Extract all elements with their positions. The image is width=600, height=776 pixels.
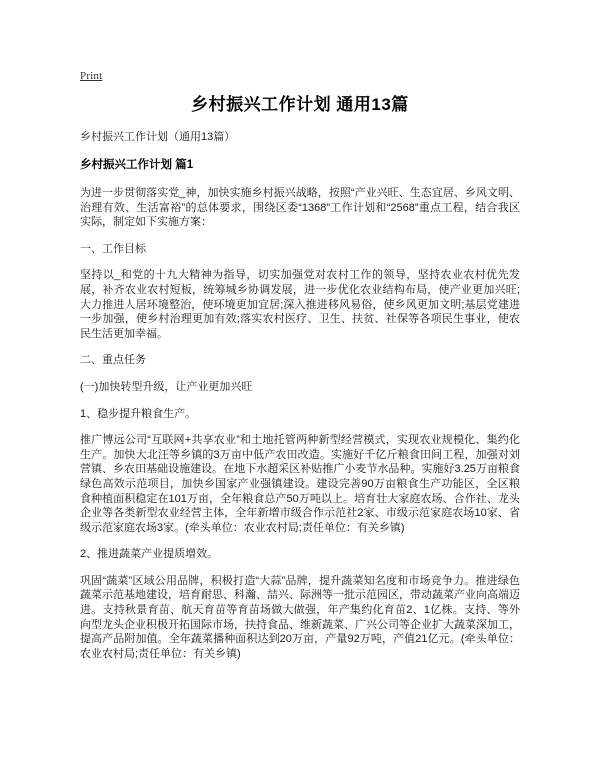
- paragraph-intro: 为进一步贯彻落实党_神，加快实施乡村振兴战略，按照“产业兴旺、生态宜居、乡风文明、治理有效、生活富裕”的总体要求，围绕区委“1368”工作计划和“2568”重点工程，结合我区实际，制定如下实施方案：: [80, 187, 520, 229]
- document-body: [80, 93, 520, 673]
- paragraph-item-two-body: 巩固“蔬菜”区域公用品牌，积极打造“大蒜”品牌，提升蔬菜知名度和市场竞争力。推进绿色蔬菜示范基地建设，培育耐思、科瀚、喆兴、际洲等一批示范园区，带动蔬菜产业向高端迈进。支持秋景育苗、航天育苗等育苗场做大做强，年产集约化育苗2、1亿株。支持、等外向型龙头企业积极开拓国际市场，扶持食品、维新蔬菜、广兴公司等企业扩大蔬菜深加工，提高产品附加值。全年蔬菜播种面积达到20万亩，产量92万吨，产值21亿元。(牵头单位：农业农村局;责任单位：有关乡镇): [80, 574, 520, 660]
- paragraph-item-one-body: 推广博远公司“互联网+共享农业”和土地托管两种新型经营模式，实现农业规模化、集约化生产。加快大北汪等乡镇的3万亩中低产农田改造。实施好千亿斤粮食田间工程，加强对刘营镇、乡农田基础设施建设。在地下水超采区补贴推广小麦节水品种。实施好3.25万亩粮食绿色高效示范项目，加快乡国家产业强镇建设。建设完善90万亩粮食生产功能区，全区粮食种植面积稳定在101万亩，全年粮食总产50万吨以上。培育壮大家庭农场、合作社、龙头企业等各类新型农业经营主体，全年新增市级合作示范社2家、市级示范家庭农场10家、省级示范家庭农场3家。(牵头单位：农业农村局;责任单位：有关乡镇): [80, 434, 520, 534]
- paragraph-subsection-one: (一)加快转型升级，让产业更加兴旺: [80, 380, 253, 393]
- paragraph-heading-tasks: 二、重点任务: [80, 354, 146, 367]
- paragraph-item-two-title: 2、推进蔬菜产业提质增效。: [80, 548, 219, 561]
- document-subtitle: 乡村振兴工作计划（通用13篇）: [80, 131, 236, 143]
- paragraph-heading-goals: 一、工作目标: [80, 242, 146, 255]
- paragraph-item-one-title: 1、稳步提升粮食生产。: [80, 407, 197, 420]
- section-heading: 乡村振兴工作计划 篇1: [80, 159, 194, 171]
- paragraph-goals-body: 坚持以_和党的十九大精神为指导，切实加强党对农村工作的领导，坚持农业农村优先发展，补齐农业农村短板，统筹城乡协调发展，进一步优化农业结构布局，使产业更加兴旺;大力推进人居环境整治，使环境更加宜居;深入推进移风易俗，使乡风更加文明;基层党建进一步加强，使乡村治理更加有效;落实农村医疗、卫生、扶贫、社保等各项民生事业，使农民生活更加幸福。: [80, 269, 520, 340]
- print-link[interactable]: Print: [80, 70, 103, 82]
- page-title: 乡村振兴工作计划 通用13篇: [191, 95, 409, 114]
